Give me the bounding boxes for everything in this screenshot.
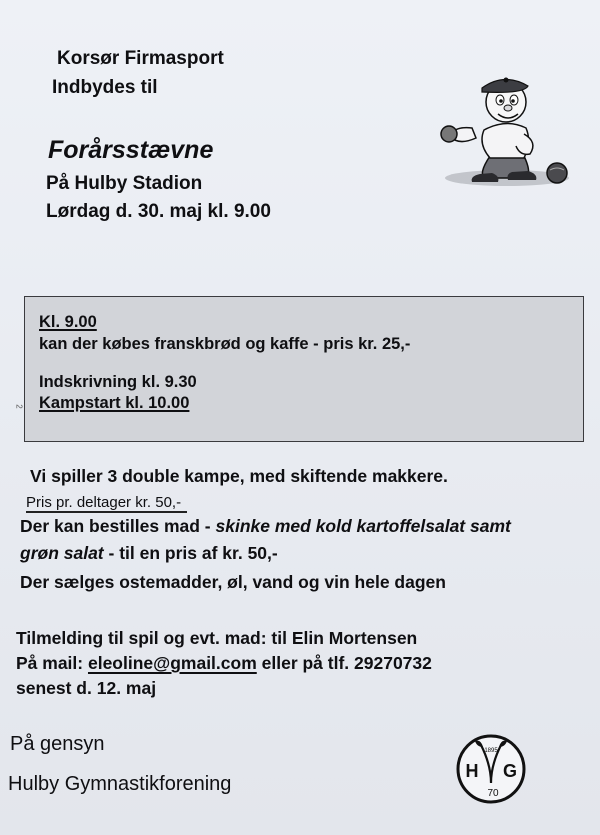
food-prefix: Der kan bestilles mad -	[20, 516, 216, 536]
food-price: - til en pris af kr. 50,-	[103, 543, 278, 563]
page-marker: 2	[14, 404, 24, 409]
event-venue: På Hulby Stadion	[46, 173, 203, 194]
signup-text: Tilmelding til spil og evt. mad: til Elin Mortensen	[16, 628, 418, 648]
logo-letter-h: H	[465, 761, 479, 781]
mail-prefix: På mail:	[16, 653, 88, 673]
logo-letter-g: G	[502, 761, 518, 781]
food-line-2	[20, 543, 278, 564]
event-date: Lørdag d. 30. maj kl. 9.00	[46, 201, 271, 222]
games-text: Vi spiller 3 double kampe, med skiftende makkere.	[30, 466, 448, 486]
phone-text: eller på tlf. 29270732	[256, 653, 432, 673]
farewell-text: På gensyn	[10, 733, 105, 755]
invitation-heading: Indbydes til	[52, 77, 158, 98]
event-title: Forårsstævne	[48, 136, 214, 164]
organizer-name: Hulby Gymnastikforening	[8, 773, 232, 795]
deadline-text: senest d. 12. maj	[16, 678, 157, 698]
organizer-heading: Korsør Firmasport	[57, 48, 224, 69]
food-salad: grøn salat	[20, 543, 104, 563]
logo-year: 1895	[484, 748, 498, 754]
breakfast-text: kan der købes franskbrød og kaffe - pris kr. 25,-	[39, 335, 411, 353]
food-menu: skinke med kold kartoffelsalat samt	[215, 516, 511, 536]
price-text: Pris pr. deltager kr. 50,-	[26, 494, 187, 513]
email-link[interactable]: eleoline@gmail.com	[87, 653, 257, 673]
registration-time: Indskrivning kl. 9.30	[39, 373, 197, 391]
hulby-gymnastikforening-logo	[455, 733, 527, 805]
food-line-1	[20, 516, 511, 537]
match-start-time: Kampstart kl. 10.00	[39, 394, 190, 412]
sale-text: Der sælges ostemadder, øl, vand og vin hele dagen	[20, 572, 446, 592]
logo-number: 70	[487, 788, 499, 799]
signup-contact-line	[16, 653, 432, 674]
schedule-box	[24, 296, 584, 442]
petanque-mascot-illustration	[432, 70, 582, 190]
schedule-time: Kl. 9.00	[39, 313, 97, 331]
